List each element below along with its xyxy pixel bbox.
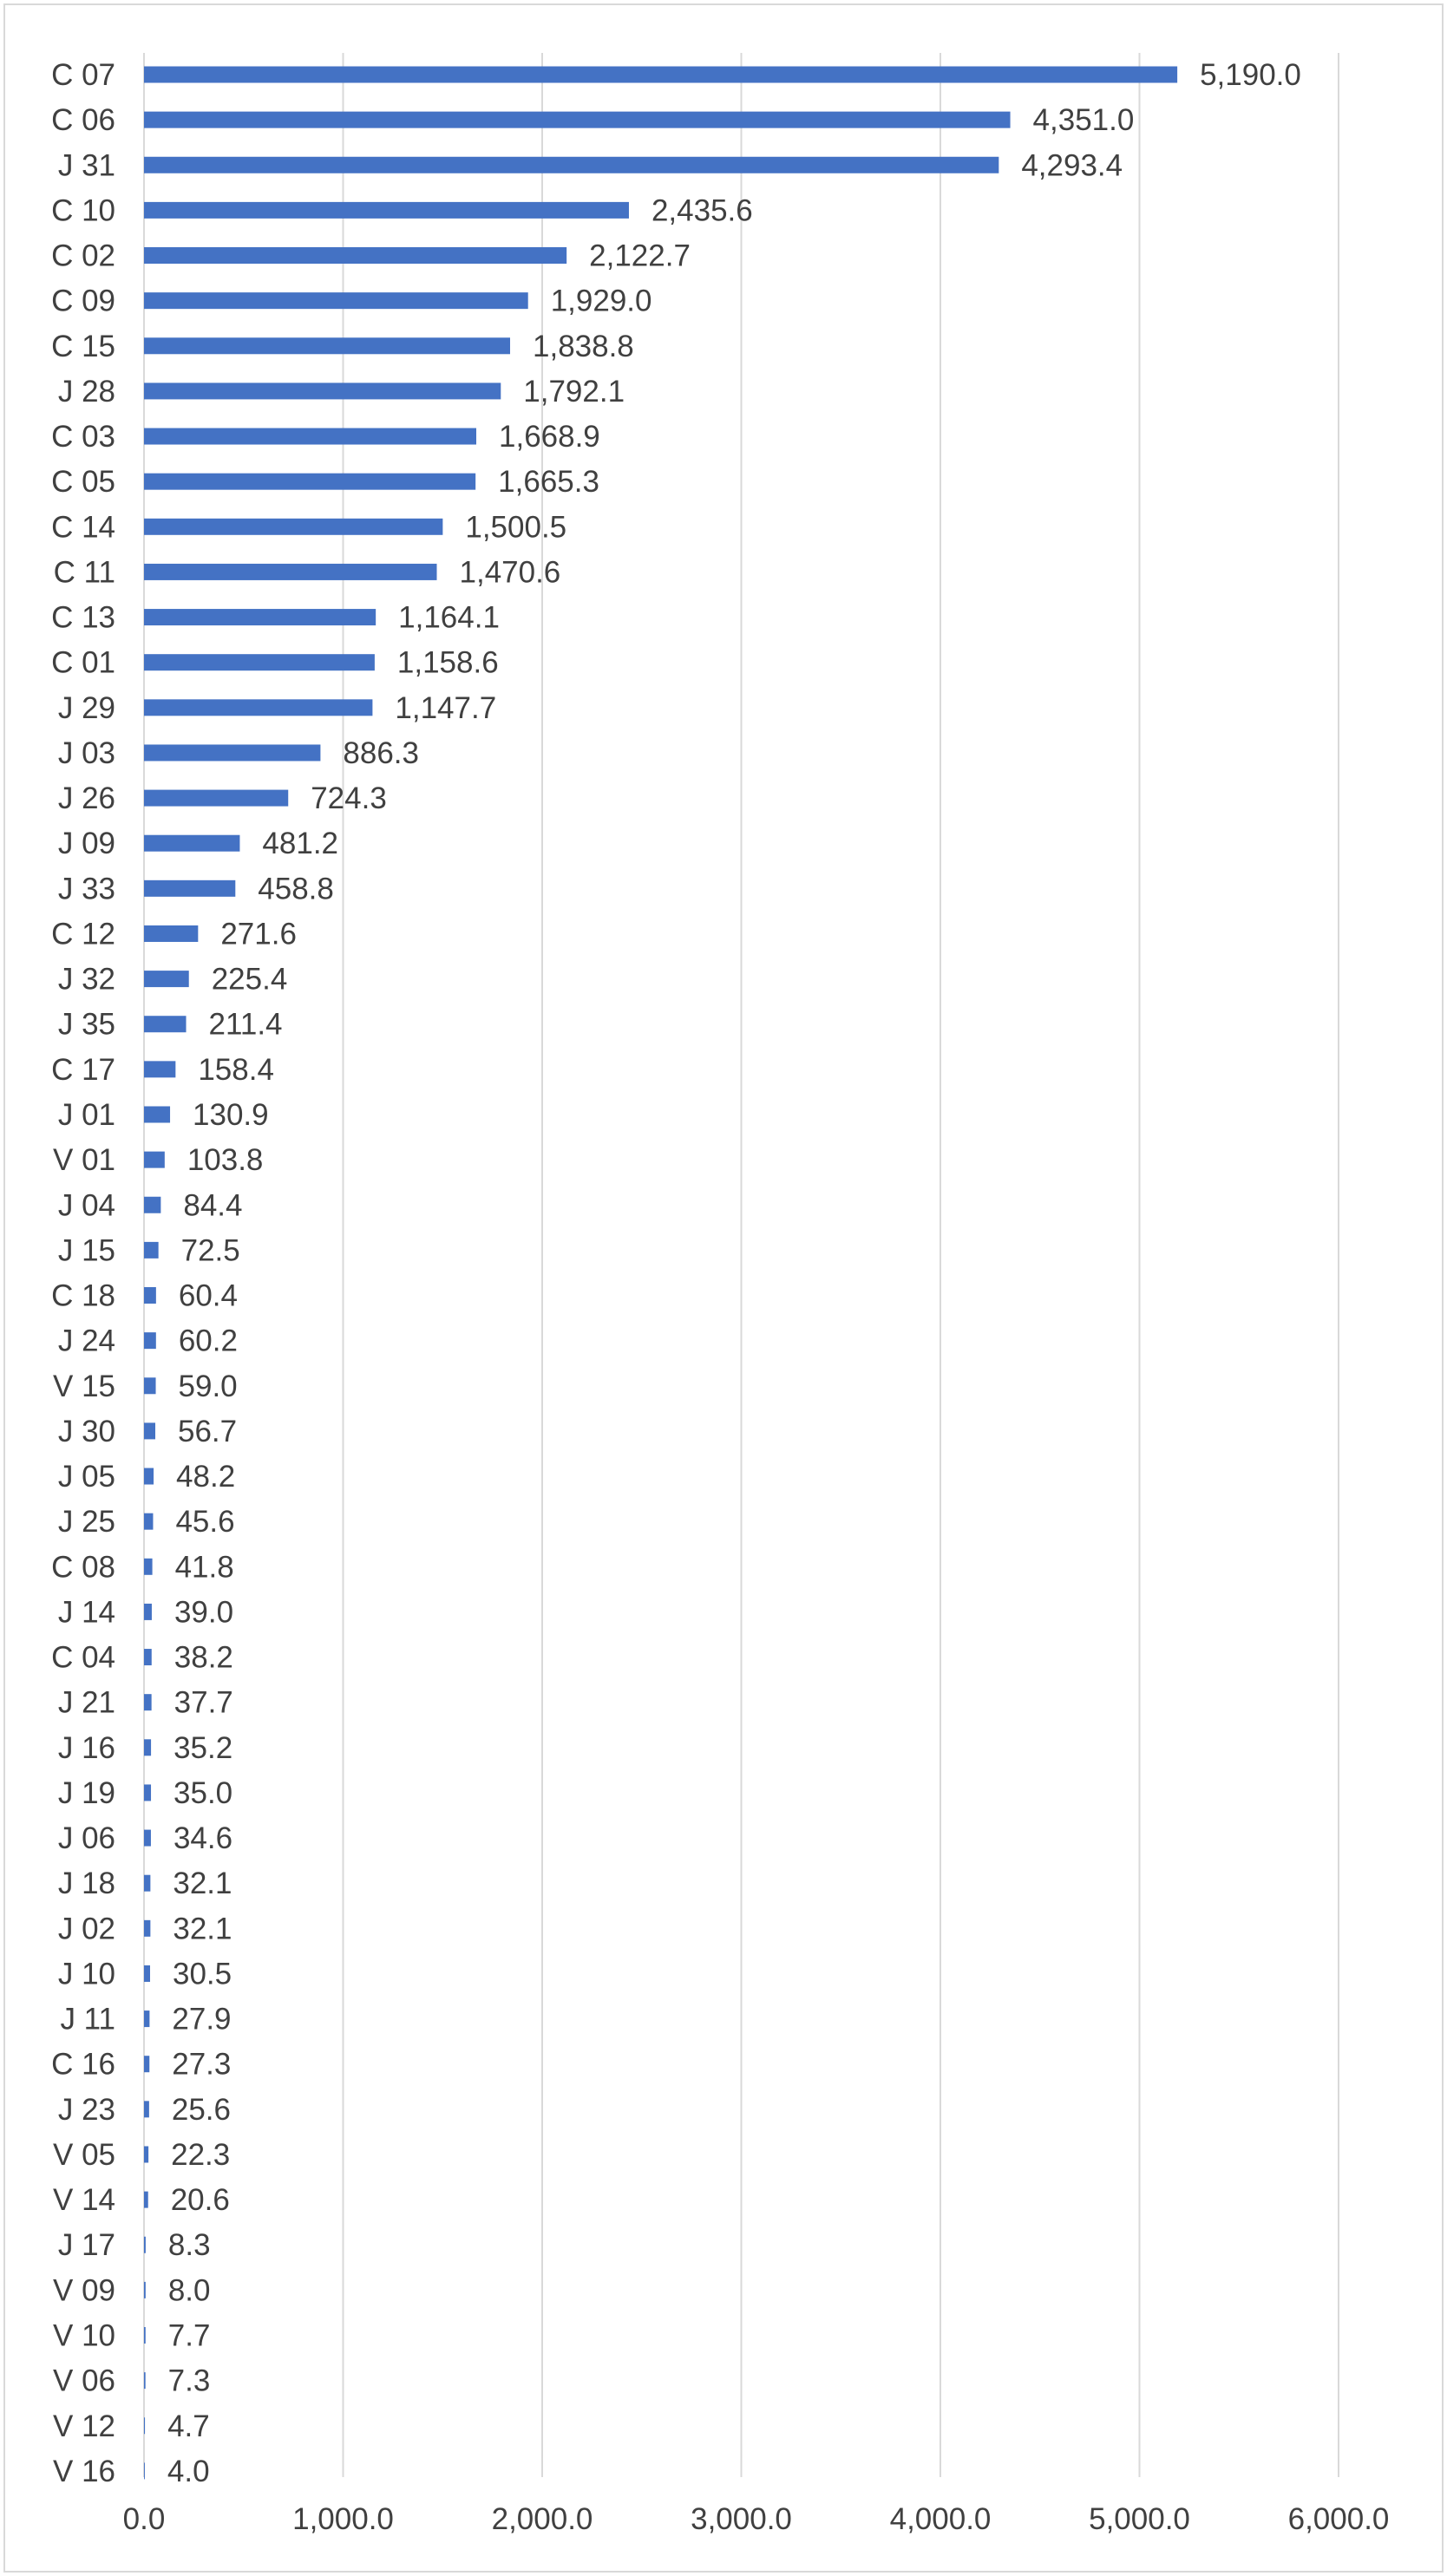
category-label: J 02: [57, 1912, 115, 1946]
category-label: C 08: [51, 1550, 115, 1585]
value-label: 56.7: [178, 1414, 238, 1448]
bar: [144, 1106, 170, 1122]
bar: [144, 699, 372, 716]
value-label: 2,122.7: [589, 239, 691, 273]
bar: [144, 971, 189, 987]
bar: [144, 2010, 149, 2027]
bar: [144, 1739, 151, 1755]
category-label: J 03: [57, 736, 115, 770]
bar: [144, 1332, 156, 1349]
bar: [144, 790, 288, 807]
value-label: 271.6: [220, 917, 297, 951]
value-label: 60.2: [178, 1324, 238, 1358]
value-label: 37.7: [174, 1685, 233, 1720]
value-label: 7.7: [167, 2318, 211, 2353]
bar: [144, 1061, 175, 1077]
category-label: J 35: [57, 1007, 115, 1042]
category-label: J 05: [57, 1460, 115, 1494]
x-tick-label: 2,000.0: [491, 2502, 593, 2536]
category-label: V 06: [53, 2364, 115, 2398]
value-label: 72.5: [180, 1233, 240, 1268]
category-label: J 29: [57, 690, 115, 725]
value-label: 84.4: [183, 1188, 243, 1223]
bar: [144, 2101, 149, 2117]
bar: [144, 1920, 150, 1937]
bar: [144, 1242, 159, 1259]
bar: [144, 1287, 156, 1304]
value-label: 4.7: [167, 2409, 210, 2443]
category-label: V 10: [53, 2318, 115, 2353]
category-label: C 09: [51, 284, 115, 318]
bar: [144, 1875, 150, 1892]
category-label: J 14: [57, 1595, 115, 1630]
value-label: 1,838.8: [533, 329, 634, 363]
category-label: J 16: [57, 1730, 115, 1765]
value-label: 225.4: [211, 962, 288, 997]
bars: [144, 67, 1177, 2480]
bar: [144, 654, 375, 670]
category-label: J 28: [57, 374, 115, 409]
category-label: V 01: [53, 1143, 115, 1178]
value-label: 32.1: [173, 1912, 232, 1946]
chart-frame: [3, 3, 1444, 2573]
category-label: C 02: [51, 239, 115, 273]
category-label: C 13: [51, 600, 115, 635]
value-label: 4.0: [167, 2454, 210, 2488]
value-label: 8.3: [167, 2228, 211, 2263]
x-tick-label: 4,000.0: [889, 2502, 992, 2536]
value-label: 22.3: [171, 2137, 231, 2172]
value-label: 25.6: [171, 2092, 232, 2127]
bar: [144, 292, 528, 309]
bar: [144, 925, 198, 942]
value-label: 7.3: [167, 2364, 211, 2398]
category-label: J 21: [57, 1685, 115, 1720]
value-label: 1,158.6: [396, 645, 499, 680]
bar: [144, 744, 320, 761]
value-label: 1,147.7: [395, 690, 497, 725]
x-tick-label: 5,000.0: [1089, 2502, 1190, 2536]
axes: [123, 53, 1390, 2536]
category-label: C 07: [51, 58, 115, 92]
category-label: C 17: [51, 1052, 115, 1087]
value-label: 4,351.0: [1032, 103, 1135, 138]
value-label: 48.2: [176, 1460, 236, 1494]
x-tick-label: 0.0: [122, 2502, 166, 2536]
bar: [144, 247, 566, 264]
category-label: V 16: [53, 2454, 115, 2488]
bar: [144, 157, 998, 173]
category-label: V 05: [53, 2137, 115, 2172]
bar: [144, 1784, 151, 1801]
value-label: 8.0: [167, 2273, 211, 2308]
bar: [144, 2146, 148, 2162]
bar: [144, 2192, 148, 2208]
value-label: 1,470.6: [459, 555, 561, 590]
bar: [144, 609, 376, 625]
bar: [144, 2372, 146, 2389]
bar: [144, 564, 437, 580]
value-label: 211.4: [208, 1007, 283, 1042]
value-label: 1,792.1: [523, 374, 625, 409]
category-label: C 16: [51, 2047, 115, 2082]
category-label: J 19: [57, 1775, 115, 1810]
category-label: J 24: [57, 1324, 115, 1358]
bar: [144, 2056, 149, 2072]
bar: [144, 880, 235, 897]
value-label: 27.9: [172, 2002, 232, 2037]
bar: [144, 1468, 154, 1485]
value-label: 32.1: [173, 1867, 232, 1901]
category-label: J 32: [57, 962, 115, 997]
value-label: 30.5: [172, 1957, 232, 1991]
category-label: J 25: [57, 1505, 115, 1540]
category-label: C 03: [51, 420, 115, 454]
category-label: V 12: [53, 2409, 115, 2443]
category-label: J 01: [57, 1097, 115, 1132]
category-label: J 18: [57, 1867, 115, 1901]
category-label: C 04: [51, 1640, 115, 1675]
value-label: 5,190.0: [1200, 58, 1301, 92]
value-label: 34.6: [173, 1821, 233, 1856]
value-label: 60.4: [178, 1278, 238, 1313]
value-label: 130.9: [193, 1097, 269, 1132]
bar: [144, 1965, 150, 1982]
bar: [144, 1694, 152, 1710]
value-label: 2,435.6: [651, 193, 753, 228]
category-label: C 18: [51, 1278, 115, 1313]
x-tick-label: 6,000.0: [1287, 2502, 1390, 2536]
value-label: 158.4: [198, 1052, 274, 1087]
bar: [144, 1559, 153, 1575]
value-label: 35.2: [174, 1730, 233, 1765]
bar: [144, 1649, 152, 1665]
labels: [51, 58, 1301, 2488]
bar: [144, 2462, 145, 2479]
value-label: 103.8: [187, 1143, 264, 1178]
x-tick-label: 1,000.0: [292, 2502, 394, 2536]
category-label: C 12: [51, 917, 115, 951]
value-label: 458.8: [258, 872, 334, 906]
category-label: C 10: [51, 193, 115, 228]
category-label: J 31: [57, 148, 115, 183]
value-label: 41.8: [174, 1550, 234, 1585]
value-label: 1,665.3: [498, 465, 599, 500]
category-label: J 17: [57, 2228, 115, 2263]
category-label: V 14: [53, 2183, 115, 2218]
category-label: J 09: [57, 827, 115, 861]
bar: [144, 67, 1177, 83]
category-label: J 06: [57, 1821, 115, 1856]
bar: [144, 1016, 187, 1032]
bar: [144, 1197, 160, 1213]
category-label: C 05: [51, 465, 115, 500]
category-label: V 15: [53, 1369, 115, 1403]
category-label: C 14: [51, 510, 115, 545]
bar: [144, 202, 629, 219]
value-label: 1,500.5: [465, 510, 567, 545]
bar: [144, 1604, 152, 1620]
bar: [144, 2282, 146, 2298]
value-label: 1,164.1: [398, 600, 500, 635]
value-label: 45.6: [175, 1505, 235, 1540]
value-label: 1,668.9: [499, 420, 600, 454]
value-label: 39.0: [174, 1595, 234, 1630]
value-label: 27.3: [172, 2047, 232, 2082]
category-label: J 11: [60, 2002, 115, 2037]
bar: [144, 2237, 146, 2253]
value-label: 724.3: [311, 781, 387, 816]
value-label: 20.6: [170, 2183, 230, 2218]
value-label: 59.0: [178, 1369, 238, 1403]
bar: [144, 2327, 146, 2344]
value-label: 481.2: [262, 827, 339, 861]
category-label: J 30: [57, 1414, 115, 1448]
category-label: J 10: [57, 1957, 115, 1991]
bar: [144, 1830, 151, 1847]
category-label: C 15: [51, 329, 115, 363]
category-label: J 33: [57, 872, 115, 906]
bar: [144, 1514, 153, 1530]
value-label: 38.2: [174, 1640, 233, 1675]
bar: [144, 382, 501, 399]
category-label: J 23: [57, 2092, 115, 2127]
bar: [144, 519, 442, 535]
category-label: C 01: [51, 645, 115, 680]
category-label: V 09: [53, 2273, 115, 2308]
value-label: 4,293.4: [1021, 148, 1123, 183]
bar: [144, 337, 510, 354]
bar: [144, 1377, 156, 1394]
bar: [144, 1422, 155, 1439]
bar: [144, 474, 475, 490]
bar: [144, 2417, 145, 2434]
value-label: 886.3: [343, 736, 419, 770]
category-label: J 15: [57, 1233, 115, 1268]
bar: [144, 428, 476, 445]
bar: [144, 1152, 165, 1168]
category-label: C 06: [51, 103, 115, 138]
bar: [144, 112, 1011, 128]
gridlines: [344, 53, 1339, 2477]
category-label: J 04: [57, 1188, 115, 1223]
x-tick-label: 3,000.0: [691, 2502, 792, 2536]
bar-chart: [5, 5, 1445, 2574]
category-label: C 11: [53, 555, 115, 590]
value-label: 1,929.0: [550, 284, 652, 318]
bar: [144, 835, 239, 852]
value-label: 35.0: [174, 1775, 233, 1810]
category-label: J 26: [57, 781, 115, 816]
